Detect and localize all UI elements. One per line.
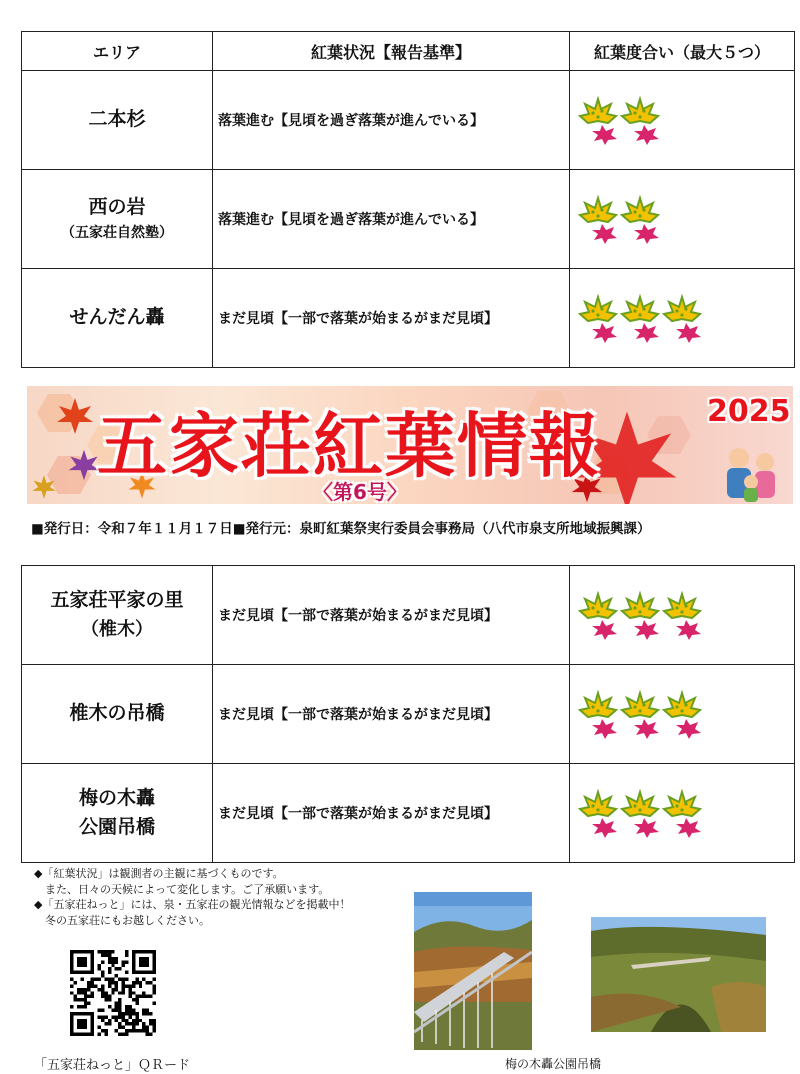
maple-leaf-icon [31, 474, 57, 500]
leaf-rating [570, 170, 795, 269]
area-name: 梅の木轟 [78, 786, 155, 809]
note-line: 冬の五家荘にもお越しください。 [34, 913, 210, 927]
maple-leaf-icon [620, 293, 660, 343]
area-name: 椎木の吊橋 [69, 702, 165, 725]
area-cell [22, 71, 213, 170]
banner-issue: 〈第6号〉 [313, 480, 407, 504]
area-name: 二本杉 [88, 108, 146, 131]
maple-leaf-icon [620, 194, 660, 244]
table-row [22, 170, 795, 269]
foliage-table-bottom [21, 565, 795, 863]
maple-leaf-icon [620, 788, 660, 838]
photo-caption: 梅の木轟公園吊橋 [505, 1057, 602, 1071]
banner-year: 2025 [707, 394, 791, 429]
area-cell [22, 566, 213, 665]
status-cell: まだ見頃【一部で落葉が始まるがまだ見頃】 [213, 764, 570, 863]
maple-leaf-icon [578, 95, 618, 145]
header-status: 紅葉状況【報告基準】 [213, 32, 570, 71]
bridge-photo-image [414, 892, 532, 1050]
area-name: せんだん轟 [69, 306, 165, 329]
area-name: 五家荘平家の里 [50, 589, 184, 612]
area-cell [22, 665, 213, 764]
status-cell: まだ見頃【一部で落葉が始まるがまだ見頃】 [213, 665, 570, 764]
maple-leaf-icon [662, 293, 702, 343]
issue-info: ■発行日：令和７年１１月１７日■発行元：泉町紅葉祭実行委員会事務局（八代市泉支所地域振興課） [31, 521, 651, 537]
area-subname: 公園吊橋 [78, 816, 155, 838]
note-line: ◆「五家荘ねっと」には、泉・五家荘の観光情報などを掲載中！ [34, 898, 351, 911]
banner-title: 五家荘紅葉情報 [97, 404, 601, 487]
maple-leaf-icon [67, 448, 101, 482]
notes [34, 866, 350, 928]
area-cell [22, 764, 213, 863]
table-row [22, 764, 795, 863]
maple-leaf-icon [578, 689, 618, 739]
header-area: エリア [22, 32, 213, 71]
area-subname: （五家荘自然塾） [61, 224, 173, 241]
title-banner [27, 386, 793, 504]
maple-leaf-icon [662, 788, 702, 838]
area-name: 西の岩 [88, 196, 146, 219]
maple-leaf-icon [578, 293, 618, 343]
table-row [22, 566, 795, 665]
leaf-rating [570, 269, 795, 368]
note-line: また、日々の天候によって変化します。ご了承願います。 [34, 882, 330, 896]
maple-leaf-icon [55, 396, 95, 436]
leaf-rating [570, 665, 795, 764]
table-row [22, 665, 795, 764]
gorge-photo[interactable] [591, 917, 766, 1032]
maple-leaf-icon [662, 689, 702, 739]
status-cell: 落葉進む【見頃を過ぎ落葉が進んでいる】 [213, 170, 570, 269]
leaf-rating [570, 566, 795, 665]
table-row [22, 269, 795, 368]
header-degree: 紅葉度合い（最大５つ） [570, 32, 795, 71]
area-cell [22, 269, 213, 368]
maple-leaf-icon [620, 689, 660, 739]
status-cell: 落葉進む【見頃を過ぎ落葉が進んでいる】 [213, 71, 570, 170]
maple-leaf-icon [578, 590, 618, 640]
maple-leaf-icon [578, 788, 618, 838]
status-cell: まだ見頃【一部で落葉が始まるがまだ見頃】 [213, 269, 570, 368]
qr-code[interactable] [70, 950, 156, 1036]
leaf-rating [570, 71, 795, 170]
leaf-rating [570, 764, 795, 863]
maple-leaf-icon [620, 95, 660, 145]
area-subname: （椎木） [81, 618, 153, 640]
bridge-photo[interactable] [414, 892, 532, 1050]
maple-leaf-icon [578, 194, 618, 244]
area-cell [22, 170, 213, 269]
gorge-photo-image [591, 917, 766, 1032]
maple-leaf-icon [620, 590, 660, 640]
maple-leaf-icon [662, 590, 702, 640]
status-cell: まだ見頃【一部で落葉が始まるがまだ見頃】 [213, 566, 570, 665]
table-row [22, 71, 795, 170]
note-line: ◆「紅葉状況」は観測者の主観に基づくものです。 [34, 867, 284, 880]
foliage-table-top [21, 31, 795, 368]
family-illustration [717, 436, 787, 502]
qr-caption: 「五家荘ねっと」ＱＲード [34, 1058, 191, 1073]
